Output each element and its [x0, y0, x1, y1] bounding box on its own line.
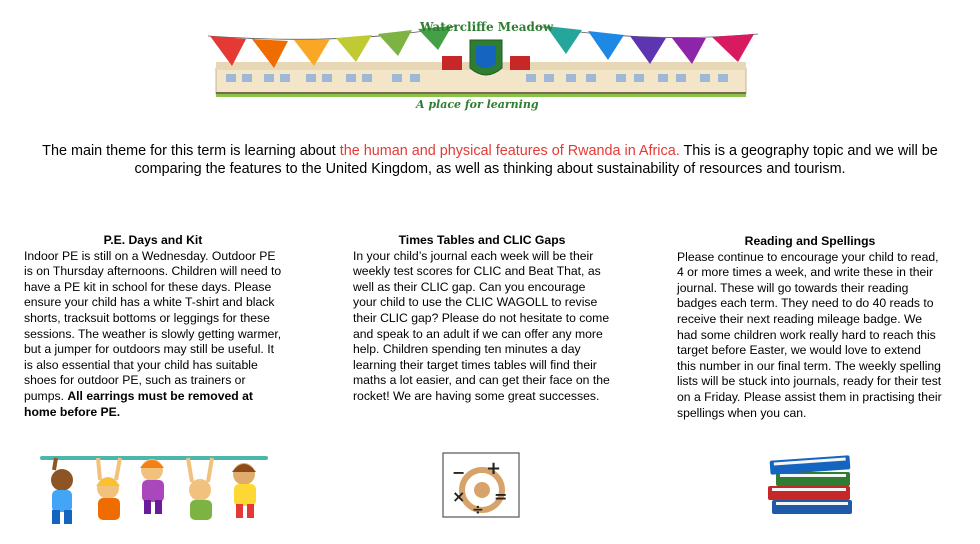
intro-text-start: The main theme for this term is learning about [42, 143, 340, 159]
svg-text:+: + [486, 458, 502, 479]
times-tables-section [353, 233, 611, 405]
svg-text:=: = [494, 487, 508, 506]
svg-text:÷: ÷ [472, 502, 484, 518]
pe-earrings-note: All earrings must be removed at home before PE. [24, 388, 253, 419]
reading-section [677, 234, 943, 421]
pe-body-text: Indoor PE is still on a Wednesday. Outdoor PE is on Thursday afternoons. Children will need to have a PE kit in school for these days. Please ensure your child has a white T-shirt and black shorts, tracksuit bottoms or leggings for these sessions. The weather is slowly getting warmer, but a jumper for outdoors may still be useful. It is also essential that your child has suitable shoes for outdoor PE, such as trainers or pumps. [24, 248, 282, 403]
pe-section [24, 233, 282, 420]
term-theme-intro [40, 142, 940, 178]
svg-text:×: × [452, 487, 466, 506]
intro-text-end: This is a geography topic and we will be comparing the features to the United Kingdom, as well as thinking about sustainability of resources and tourism. [134, 143, 938, 177]
reading-heading: Reading and Spellings [744, 234, 876, 248]
times-tables-heading: Times Tables and CLIC Gaps [398, 233, 566, 247]
school-name: Watercliffe Meadow [420, 20, 554, 34]
school-tagline: A place for learning [416, 98, 539, 111]
pe-heading: P.E. Days and Kit [103, 233, 203, 247]
pe-body [24, 249, 282, 421]
intro-highlight: the human and physical features of Rwanda in Africa. [339, 143, 680, 159]
reading-body: Please continue to encourage your child to read, 4 or more times a week, and write these in their journal. These will go towards their reading badges each term. They need to do 40 reads to receive their next reading mileage badge. We had some children work really hard to reach this target before Easter, we would love to extend this number in our final term. The weekly spelling lists will be stuck into journals, ready for their test on a Friday. Please assist them in practising their spellings when you can. [677, 249, 942, 420]
school-banner [206, 6, 766, 116]
times-tables-body: In your child’s journal each week will be their weekly test scores for CLIC and Beat That, as well as their CLIC gap. Can you encourage your child to use the CLIC WAGOLL to revise their CLIC gap? Please do not hesitate to come and speak to an adult if we can offer any more help. Children spending ten minutes a day learning their target times tables will find their maths a lot easier, and can get their face on the rocket! We are having some great successes. [353, 248, 610, 403]
book-stack-icon [762, 450, 862, 520]
math-symbols-icon [442, 452, 520, 518]
children-hanging-icon [40, 444, 268, 530]
svg-text:−: − [452, 463, 466, 482]
